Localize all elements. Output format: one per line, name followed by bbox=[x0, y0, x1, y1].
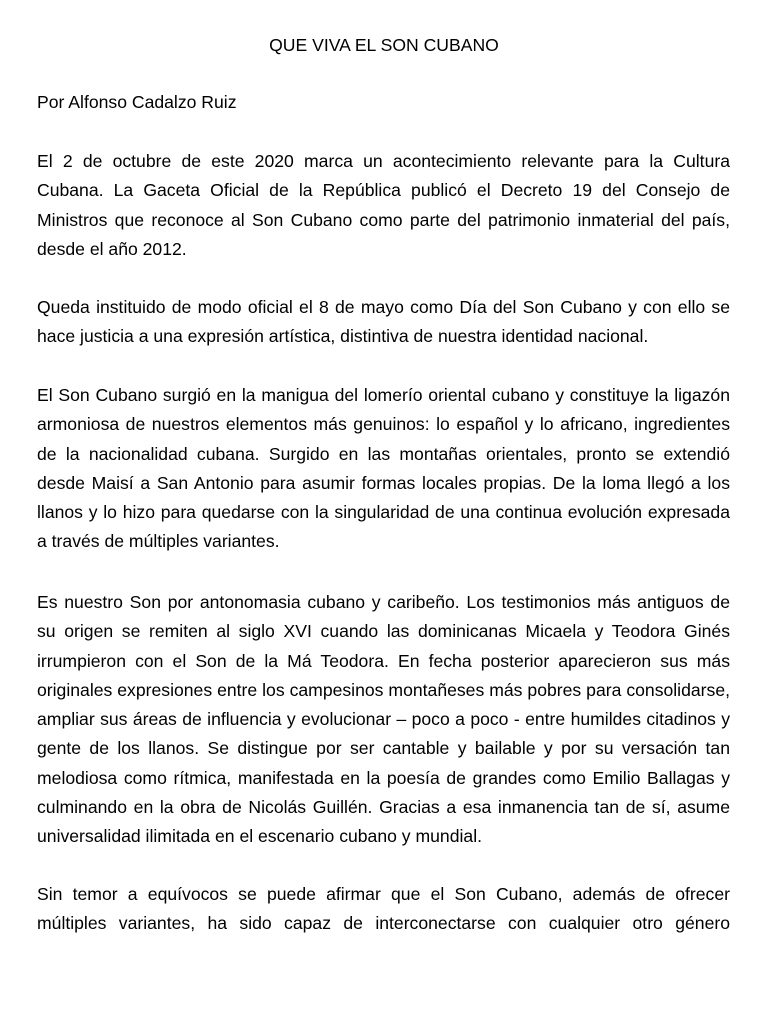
paragraph: El Son Cubano surgió en la manigua del lomerío oriental cubano y constituye la ligazón armoniosa de nuestros elementos más genuinos: lo español y lo africano, ingredientes de la nacionalidad cubana. Surgido en las montañas orientales, pronto se extendió desde Maisí a San Antonio para asumir formas locales propias. De la loma llegó a los llanos y lo hizo para quedarse con la singularidad de una continua evolución expresada a través de múltiples variantes. bbox=[37, 385, 730, 552]
paragraph: El 2 de octubre de este 2020 marca un acontecimiento relevante para la Cultura Cubana. La Gaceta Oficial de la República publicó el Decreto 19 del Consejo de Ministros que reconoce al Son Cubano como parte del patrimonio inmaterial del país, desde el año 2012. bbox=[37, 151, 730, 259]
paragraph: Queda instituido de modo oficial el 8 de mayo como Día del Son Cubano y con ello se hace justicia a una expresión artística, distintiva de nuestra identidad nacional. bbox=[37, 297, 730, 347]
paragraph: Es nuestro Son por antonomasia cubano y caribeño. Los testimonios más antiguos de su origen se remiten al siglo XVI cuando las dominicanas Micaela y Teodora Ginés irrumpieron con el Son de la Má Teodora. En fecha posterior aparecieron sus más originales expresiones entre los campesinos montañeses más pobres para consolidarse, ampliar sus áreas de influencia y evolucionar – poco a poco - entre humildes citadinos y gente de los llanos. Se distingue por ser cantable y bailable y por su versación tan melodiosa como rítmica, manifestada en la poesía de grandes como Emilio Ballagas y culminando en la obra de Nicolás Guillén. Gracias a esa inmanencia tan de sí, asume universalidad ilimitada en el escenario cubano y mundial. bbox=[37, 592, 730, 847]
paragraph: Sin temor a equívocos se puede afirmar que el Son Cubano, además de ofrecer múltiples variantes, ha sido capaz de interconectarse con cualquier otro género bbox=[37, 884, 730, 934]
author-byline: Por Alfonso Cadalzo Ruiz bbox=[37, 92, 237, 112]
document-title: QUE VIVA EL SON CUBANO bbox=[269, 35, 499, 55]
